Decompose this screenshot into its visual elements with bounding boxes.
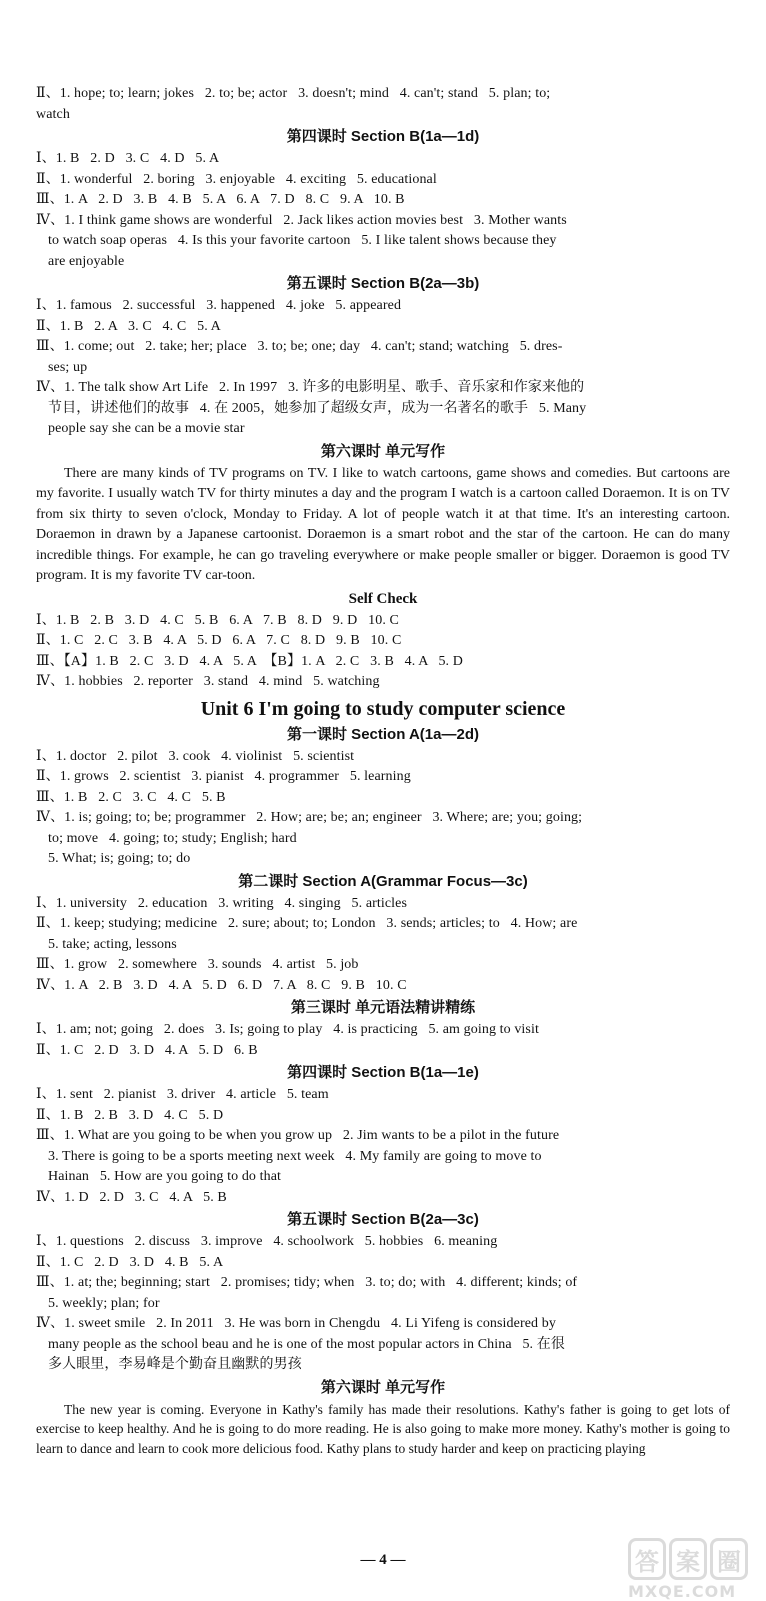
section-heading: 第四课时 Section B(1a—1d) (286, 128, 480, 145)
text-line: Ⅱ、1. B 2. B 3. D 4. C 5. D (36, 1107, 224, 1123)
text-line: Ⅱ、1. hope; to; learn; jokes 2. to; be; actor 3. doesn't; mind 4. can't; stand 5. plan; to; (36, 86, 551, 101)
text-line: 节目，讲述他们的故事 4. 在 2005，她参加了超级女声，成为一名著名的歌手 5. Many (48, 400, 587, 416)
section-heading: 第五课时 Section B(2a—3c) (287, 1211, 479, 1228)
text-line: Ⅳ、1. D 2. D 3. C 4. A 5. B (36, 1189, 227, 1205)
text-line: Ⅰ、1. am; not; going 2. does 3. Is; going to play 4. is practicing 5. am going to visit (36, 1022, 539, 1037)
watermark-char: 案 (669, 1538, 707, 1580)
watermark-text: MXQE.COM (628, 1582, 737, 1601)
text-line: Ⅰ、1. B 2. D 3. C 4. D 5. A (36, 151, 220, 166)
text-line: Ⅲ、【A】1. B 2. C 3. D 4. A 5. A 【B】1. A 2. C 3. B 4. A 5. D (36, 653, 463, 669)
text-line: Ⅲ、1. grow 2. somewhere 3. sounds 4. artist 5. job (36, 957, 359, 972)
text-line: Ⅳ、1. hobbies 2. reporter 3. stand 4. mind 5. watching (36, 674, 380, 689)
text-line: Ⅱ、1. C 2. D 3. D 4. B 5. A (36, 1254, 224, 1270)
text-line: Ⅰ、1. questions 2. discuss 3. improve 4. schoolwork 5. hobbies 6. meaning (36, 1234, 498, 1249)
text-line: ses; up (48, 359, 88, 375)
text-line: Ⅳ、1. The talk show Art Life 2. In 1997 3. 许多的电影明星、歌手、音乐家和作家来他的 (36, 380, 585, 395)
section-heading: Self Check (348, 590, 418, 607)
section-heading: 第二课时 Section A(Grammar Focus—3c) (238, 872, 528, 890)
text-line: 5. What; is; going; to; do (48, 851, 191, 866)
text-line: 5. weekly; plan; for (48, 1295, 160, 1311)
text-line: Ⅳ、1. I think game shows are wonderful 2. Jack likes action movies best 3. Mother wants (36, 212, 567, 228)
text-line: Ⅱ、1. C 2. D 3. D 4. A 5. D 6. B (36, 1042, 258, 1058)
text-line: are enjoyable (48, 253, 125, 269)
composition-paragraph: The new year is coming. Everyone in Kathy's family has made their resolutions. Kathy's father is going to get lots of exercise to keep healthy. And he is going to do more reading. He is also going to make more money. Kathy's mother is going to learn to dance and learn to cook more delicious food. Kathy plans to study harder and keep on practicing playing (36, 1401, 730, 1456)
text-line: people say she can be a movie star (48, 421, 245, 436)
text-line: many people as the school beau and he is one of the most popular actors in China 5. 在很 (48, 1336, 565, 1352)
text-line: 5. take; acting, lessons (48, 936, 177, 952)
text-line: Ⅲ、1. B 2. C 3. C 4. C 5. B (36, 789, 226, 805)
text-line: Ⅳ、1. A 2. B 3. D 4. A 5. D 6. D 7. A 8. C 9. B 10. C (36, 977, 407, 993)
page-number: — 4 — (360, 1552, 406, 1568)
text-line: Ⅰ、1. doctor 2. pilot 3. cook 4. violinist 5. scientist (36, 748, 355, 764)
text-line: Ⅱ、1. wonderful 2. boring 3. enjoyable 4. exciting 5. educational (36, 171, 437, 187)
watermark-char: 答 (628, 1538, 666, 1580)
text-line: 多人眼里，李易峰是个勤奋且幽默的男孩 (48, 1357, 302, 1372)
unit-title: Unit 6 I'm going to study computer science (200, 697, 566, 720)
text-line: Ⅲ、1. at; the; beginning; start 2. promises; tidy; when 3. to; do; with 4. different; kinds; of (36, 1275, 578, 1290)
text-line: Hainan 5. How are you going to do that (48, 1169, 282, 1184)
text-line: Ⅰ、1. famous 2. successful 3. happened 4. joke 5. appeared (36, 298, 402, 313)
text-line: Ⅱ、1. C 2. C 3. B 4. A 5. D 6. A 7. C 8. D 9. B 10. C (36, 633, 402, 648)
text-line: 3. There is going to be a sports meeting next week 4. My family are going to move to (48, 1148, 542, 1164)
text-line: Ⅳ、1. sweet smile 2. In 2011 3. He was born in Chengdu 4. Li Yifeng is considered by (36, 1316, 556, 1331)
text-line: to; move 4. going; to; study; English; hard (48, 830, 297, 846)
answer-page (36, 84, 730, 1458)
watermark-char: 圈 (710, 1538, 748, 1580)
section-heading: 第六课时 单元写作 (320, 1378, 446, 1396)
text-line: to watch soap operas 4. Is this your favorite cartoon 5. I like talent shows because they (48, 233, 557, 248)
text-line: Ⅱ、1. grows 2. scientist 3. pianist 4. programmer 5. learning (36, 769, 411, 784)
section-heading: 第五课时 Section B(2a—3b) (286, 275, 480, 292)
composition-paragraph: There are many kinds of TV programs on TV. I like to watch cartoons, game shows and comedies. But cartoons are my favorite. I usually watch TV for thirty minutes a day and the program I watch is a cartoon called Doraemon. It is on TV from six thirty to seven o'clock, Monday to Friday. A lot of people watch it at that time. It's an interesting cartoon. Doraemon in drawn by a Japanese cartoonist. Doraemon is a smart robot and the star of the cartoon. He can do many incredible things. For example, he can go traveling everywhere or make people smaller or bigger. Doraemon is good TV program. It is my favorite TV car-toon. (36, 465, 730, 583)
text-line: Ⅰ、1. sent 2. pianist 3. driver 4. article 5. team (36, 1087, 329, 1102)
text-line: Ⅲ、1. What are you going to be when you grow up 2. Jim wants to be a pilot in the future (36, 1128, 560, 1143)
text-line: Ⅱ、1. B 2. A 3. C 4. C 5. A (36, 318, 221, 334)
text-line: Ⅲ、1. A 2. D 3. B 4. B 5. A 6. A 7. D 8. C 9. A 10. B (36, 192, 405, 207)
section-heading: 第三课时 单元语法精讲精练 (290, 999, 476, 1016)
watermark-logo (628, 1538, 748, 1601)
text-line: Ⅳ、1. is; going; to; be; programmer 2. How; are; be; an; engineer 3. Where; are; you; going; (36, 810, 583, 825)
text-line: watch (36, 106, 70, 122)
text-line: Ⅱ、1. keep; studying; medicine 2. sure; about; to; London 3. sends; articles; to 4. How; are (36, 916, 578, 931)
section-heading: 第六课时 单元写作 (320, 442, 446, 460)
text-line: Ⅰ、1. B 2. B 3. D 4. C 5. B 6. A 7. B 8. D 9. D 10. C (36, 612, 399, 628)
text-line: Ⅰ、1. university 2. education 3. writing 4. singing 5. articles (36, 895, 408, 911)
section-heading: 第一课时 Section A(1a—2d) (287, 725, 479, 743)
text-line: Ⅲ、1. come; out 2. take; her; place 3. to; be; one; day 4. can't; stand; watching 5. dres- (36, 339, 563, 354)
section-heading: 第四课时 Section B(1a—1e) (287, 1064, 479, 1081)
